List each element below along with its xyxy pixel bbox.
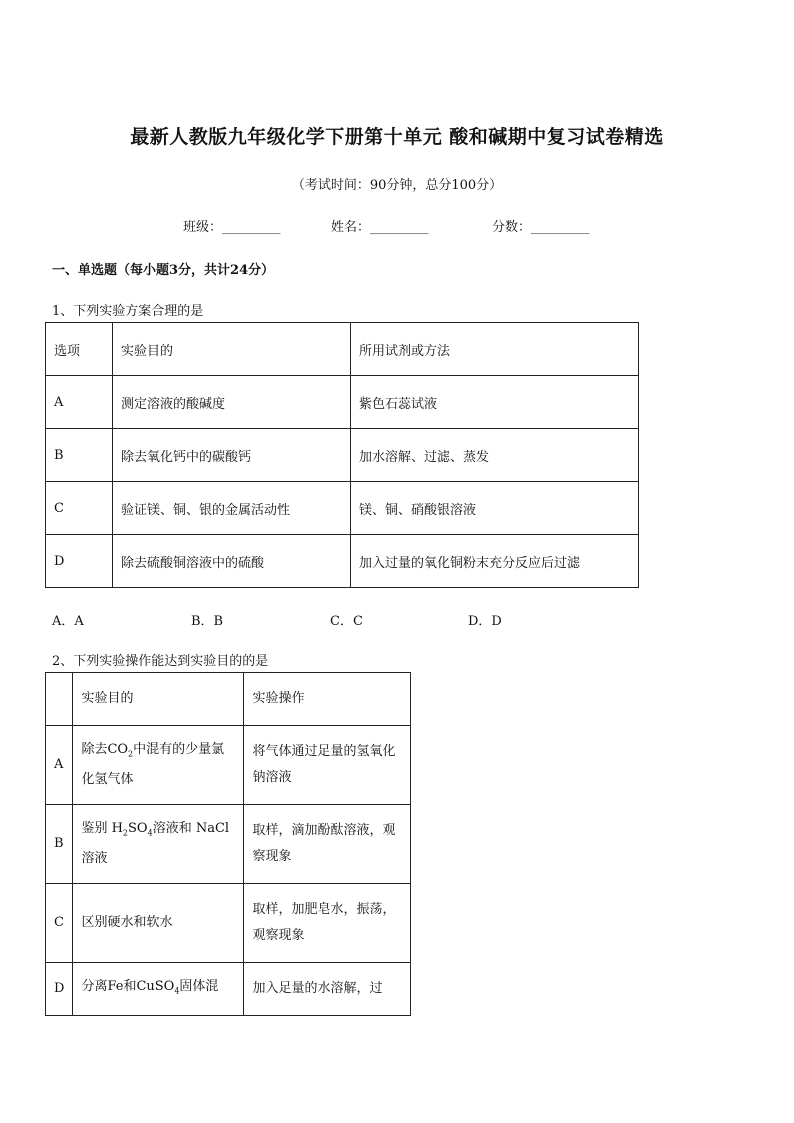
page-title: 最新人教版九年级化学下册第十单元 酸和碱期中复习试卷精选 xyxy=(130,126,664,148)
header-cell: 所用试剂或方法 xyxy=(351,323,639,376)
table-row xyxy=(46,805,411,884)
question-2-table xyxy=(45,672,411,1016)
experiment-method: 加入过量的氧化铜粉末充分反应后过滤 xyxy=(351,535,639,588)
experiment-operation: 将气体通过足量的氢氧化钠溶液 xyxy=(244,726,411,805)
subscript: 2 xyxy=(128,749,134,759)
class-field-label: 班级：_________ xyxy=(183,220,281,235)
question-1-table xyxy=(45,322,639,588)
experiment-operation: 取样，加肥皂水，振荡，观察现象 xyxy=(244,884,411,963)
answer-option-d[interactable]: D．D xyxy=(468,614,502,629)
score-field-label: 分数：_________ xyxy=(492,220,590,235)
experiment-goal: 区别硬水和软水 xyxy=(73,884,244,963)
table-row xyxy=(46,963,411,1016)
exam-info-subtitle: （考试时间：90分钟，总分100分） xyxy=(291,178,503,193)
subscript: 4 xyxy=(147,828,153,838)
goal-text: 溶液和 NaCl溶液 xyxy=(81,820,230,867)
experiment-goal xyxy=(73,726,244,805)
header-cell: 实验目的 xyxy=(73,673,244,726)
table-row xyxy=(46,376,639,429)
table-row xyxy=(46,726,411,805)
option-letter: A xyxy=(46,726,73,805)
experiment-goal: 验证镁、铜、银的金属活动性 xyxy=(113,482,351,535)
table-row xyxy=(46,482,639,535)
header-cell: 实验操作 xyxy=(244,673,411,726)
option-letter: C xyxy=(46,884,73,963)
goal-text: 除去CO xyxy=(81,741,129,757)
answer-option-a[interactable]: A．A xyxy=(52,614,84,629)
option-letter: D xyxy=(46,963,73,1016)
option-letter: B xyxy=(46,429,113,482)
goal-text: 固体混 xyxy=(179,978,219,994)
goal-text: 分离Fe和CuSO xyxy=(81,978,175,994)
subscript: 4 xyxy=(174,986,180,996)
experiment-goal: 除去氧化钙中的碳酸钙 xyxy=(113,429,351,482)
goal-text: SO xyxy=(128,820,148,836)
experiment-goal: 除去硫酸铜溶液中的硫酸 xyxy=(113,535,351,588)
answer-option-b[interactable]: B．B xyxy=(191,614,224,629)
experiment-operation: 取样，滴加酚酞溶液，观察现象 xyxy=(244,805,411,884)
name-field-label: 姓名：_________ xyxy=(331,220,429,235)
option-letter: B xyxy=(46,805,73,884)
experiment-operation: 加入足量的水溶解，过 xyxy=(244,963,411,1016)
goal-text: 鉴别 H xyxy=(81,820,123,836)
table-header-row xyxy=(46,323,639,376)
experiment-method: 加水溶解、过滤、蒸发 xyxy=(351,429,639,482)
table-row xyxy=(46,884,411,963)
header-cell xyxy=(46,673,73,726)
header-cell: 选项 xyxy=(46,323,113,376)
option-letter: D xyxy=(46,535,113,588)
table-row xyxy=(46,535,639,588)
answer-option-c[interactable]: C．C xyxy=(330,614,363,629)
experiment-method: 镁、铜、硝酸银溶液 xyxy=(351,482,639,535)
experiment-method: 紫色石蕊试液 xyxy=(351,376,639,429)
option-letter: C xyxy=(46,482,113,535)
subscript: 2 xyxy=(122,828,129,838)
table-row xyxy=(46,429,639,482)
section-heading: 一、单选题（每小题3分，共计24分） xyxy=(52,263,275,278)
experiment-goal: 测定溶液的酸碱度 xyxy=(113,376,351,429)
question-1-stem: 1、下列实验方案合理的是 xyxy=(52,304,204,319)
table-header-row xyxy=(46,673,411,726)
goal-text: 中混有的少量氯化氢气体 xyxy=(81,741,225,788)
header-cell: 实验目的 xyxy=(113,323,351,376)
experiment-goal xyxy=(73,805,244,884)
experiment-goal xyxy=(73,963,244,1016)
option-letter: A xyxy=(46,376,113,429)
question-2-stem: 2、下列实验操作能达到实验目的的是 xyxy=(52,654,269,669)
